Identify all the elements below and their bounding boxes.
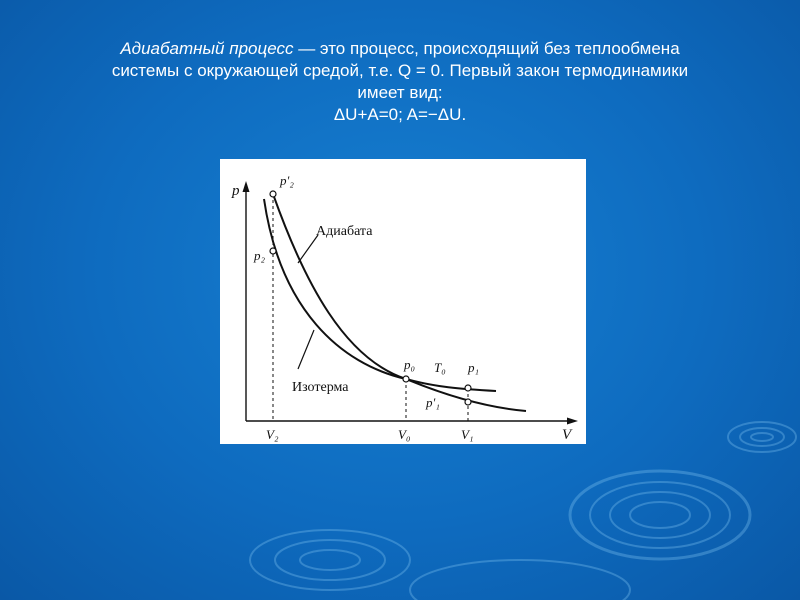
label-adiabata: Адиабата [316, 224, 373, 239]
point-p2 [270, 248, 276, 254]
label-p1: p₁ [468, 360, 480, 375]
pv-diagram-svg [220, 159, 586, 444]
heading-line-1 [40, 38, 760, 60]
axis-v-label: V [562, 427, 572, 443]
heading-formula: ΔU+A=0; A=−ΔU. [333, 105, 467, 124]
point-p2-prime [270, 191, 276, 197]
label-p0: p₀ [404, 357, 416, 372]
label-izoterma: Изотерма [292, 380, 349, 395]
adiabata-curve [273, 194, 496, 391]
slide-heading [40, 38, 760, 126]
heading-term: Адиабатный процесс [120, 39, 294, 58]
heading-definition: — это процесс, происходящий без теплообмена [293, 39, 680, 58]
izoterma-leader [298, 330, 314, 369]
label-v1: V₁ [461, 427, 474, 442]
pv-diagram [220, 159, 586, 444]
label-v2: V₂ [266, 427, 279, 442]
label-p2-prime: p′₂ [280, 173, 294, 188]
heading-line-2: системы с окружающей средой, т.е. Q = 0. Первый закон термодинамики [111, 61, 689, 80]
v-axis-arrow [567, 418, 578, 425]
label-v0: V₀ [398, 427, 411, 442]
axis-p-label: p [232, 183, 240, 199]
label-p1-prime: p′₁ [426, 395, 440, 410]
label-t0: T₀ [434, 360, 446, 375]
label-p2: p₂ [254, 248, 266, 263]
p-axis-arrow [243, 181, 250, 192]
point-p0 [403, 376, 409, 382]
point-p1-prime [465, 399, 471, 405]
point-p1 [465, 385, 471, 391]
heading-line-3: имеет вид: [357, 83, 443, 102]
adiabata-leader [298, 235, 318, 263]
